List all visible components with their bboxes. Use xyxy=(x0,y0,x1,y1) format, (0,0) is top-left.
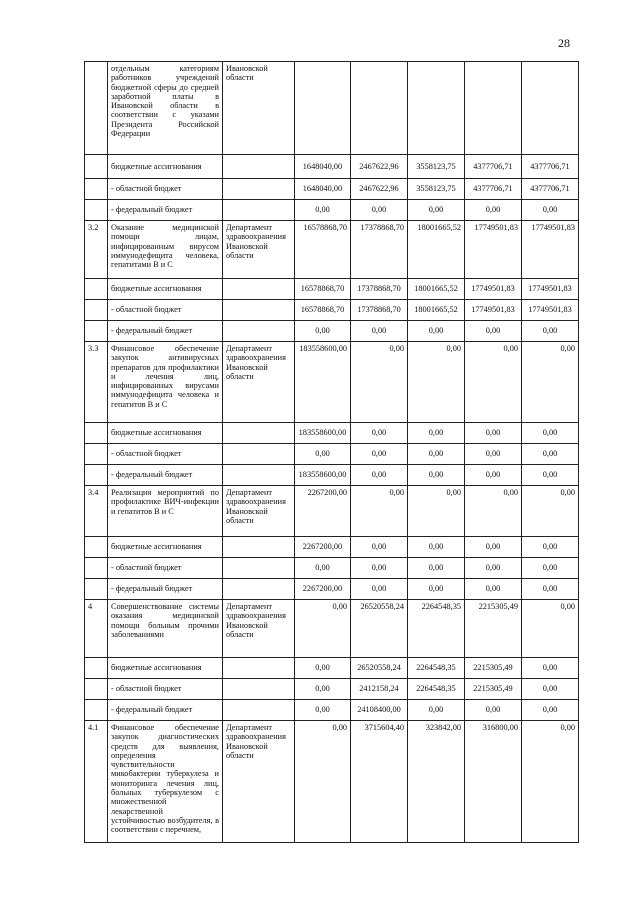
table-row xyxy=(85,486,579,537)
value-cell: 0,00 xyxy=(295,721,351,843)
value-cell xyxy=(351,62,408,155)
value-cell: 4377706,71 xyxy=(522,179,579,200)
value-cell: 0,00 xyxy=(408,537,465,558)
value-cell: 0,00 xyxy=(408,579,465,600)
value-cell: 183558600,00 xyxy=(295,423,351,444)
value-cell xyxy=(295,62,351,155)
table-row xyxy=(85,179,579,200)
value-cell: 0,00 xyxy=(408,444,465,465)
row-number: 3.4 xyxy=(85,486,108,537)
row-number: 4 xyxy=(85,600,108,658)
value-cell: 2264548,35 xyxy=(408,658,465,679)
value-cell: 17378868,70 xyxy=(351,221,408,279)
value-cell: 0,00 xyxy=(351,579,408,600)
table-row xyxy=(85,155,579,179)
value-cell: 0,00 xyxy=(522,444,579,465)
value-cell: 0,00 xyxy=(295,679,351,700)
value-cell: 17749501,83 xyxy=(465,300,522,321)
table-row xyxy=(85,465,579,486)
value-cell: 0,00 xyxy=(408,700,465,721)
row-number: 3.3 xyxy=(85,342,108,423)
value-cell: 0,00 xyxy=(408,465,465,486)
table-row xyxy=(85,537,579,558)
executor: Департамент здравоохранения Ивановской области xyxy=(223,342,295,423)
value-cell: 0,00 xyxy=(351,321,408,342)
table-row xyxy=(85,342,579,423)
row-number: 3.2 xyxy=(85,221,108,279)
value-cell: 0,00 xyxy=(522,558,579,579)
executor: Ивановской области xyxy=(223,62,295,155)
budget-table xyxy=(84,61,579,843)
value-cell: 0,00 xyxy=(522,342,579,423)
value-cell: 2267200,00 xyxy=(295,486,351,537)
value-cell: 0,00 xyxy=(295,200,351,221)
value-cell: 18001665,52 xyxy=(408,221,465,279)
value-cell: 17749501,83 xyxy=(522,279,579,300)
value-cell: 0,00 xyxy=(522,721,579,843)
value-cell: 1648040,00 xyxy=(295,179,351,200)
value-cell: 0,00 xyxy=(408,200,465,221)
value-cell: 0,00 xyxy=(465,579,522,600)
funding-source-label: - областной бюджет xyxy=(108,679,223,700)
measure-description: Совершенствование системы оказания медицинской помощи больным прочими заболеваниями xyxy=(108,600,223,658)
table-row xyxy=(85,221,579,279)
value-cell: 0,00 xyxy=(465,200,522,221)
value-cell: 0,00 xyxy=(522,321,579,342)
value-cell: 0,00 xyxy=(408,321,465,342)
value-cell: 24108400,00 xyxy=(351,700,408,721)
value-cell: 3558123,75 xyxy=(408,179,465,200)
funding-source-label: бюджетные ассигнования xyxy=(108,279,223,300)
funding-source-label: - областной бюджет xyxy=(108,179,223,200)
funding-source-label: - федеральный бюджет xyxy=(108,321,223,342)
value-cell: 4377706,71 xyxy=(465,155,522,179)
value-cell: 4377706,71 xyxy=(465,179,522,200)
table-row xyxy=(85,679,579,700)
funding-source-label: - областной бюджет xyxy=(108,558,223,579)
executor: Департамент здравоохранения Ивановской области xyxy=(223,600,295,658)
value-cell: 16578868,70 xyxy=(295,221,351,279)
value-cell: 0,00 xyxy=(522,600,579,658)
value-cell: 17749501,83 xyxy=(522,221,579,279)
value-cell: 26520558,24 xyxy=(351,600,408,658)
value-cell: 0,00 xyxy=(522,465,579,486)
table-row xyxy=(85,444,579,465)
value-cell: 17749501,83 xyxy=(522,300,579,321)
funding-source-label: бюджетные ассигнования xyxy=(108,537,223,558)
table-row xyxy=(85,300,579,321)
table-row xyxy=(85,658,579,679)
value-cell: 0,00 xyxy=(351,200,408,221)
value-cell: 0,00 xyxy=(351,537,408,558)
value-cell: 0,00 xyxy=(351,486,408,537)
value-cell: 18001665,52 xyxy=(408,300,465,321)
value-cell: 2412158,24 xyxy=(351,679,408,700)
funding-source-label: бюджетные ассигнования xyxy=(108,658,223,679)
value-cell: 0,00 xyxy=(522,579,579,600)
measure-description: Оказание медицинской помощи лицам, инфицированным вирусом иммунодефицита человека, гепатитами В и С xyxy=(108,221,223,279)
value-cell: 0,00 xyxy=(465,486,522,537)
value-cell: 17749501,83 xyxy=(465,279,522,300)
value-cell xyxy=(465,62,522,155)
value-cell xyxy=(522,62,579,155)
value-cell: 16578868,70 xyxy=(295,300,351,321)
executor: Департамент здравоохранения Ивановской области xyxy=(223,486,295,537)
value-cell: 0,00 xyxy=(522,537,579,558)
value-cell: 0,00 xyxy=(465,444,522,465)
value-cell: 2267200,00 xyxy=(295,579,351,600)
value-cell: 0,00 xyxy=(295,321,351,342)
value-cell: 0,00 xyxy=(465,465,522,486)
value-cell: 0,00 xyxy=(465,423,522,444)
value-cell: 26520558,24 xyxy=(351,658,408,679)
table-row xyxy=(85,200,579,221)
value-cell: 0,00 xyxy=(351,423,408,444)
row-number xyxy=(85,62,108,155)
table-row xyxy=(85,279,579,300)
value-cell: 1648040,00 xyxy=(295,155,351,179)
measure-description: Реализация мероприятий по профилактике ВИЧ-инфекции и гепатитов В и С xyxy=(108,486,223,537)
value-cell: 0,00 xyxy=(295,444,351,465)
funding-source-label: бюджетные ассигнования xyxy=(108,423,223,444)
value-cell: 2467622,96 xyxy=(351,155,408,179)
table-row xyxy=(85,62,579,155)
value-cell: 323842,00 xyxy=(408,721,465,843)
value-cell: 0,00 xyxy=(465,537,522,558)
value-cell: 3715604,40 xyxy=(351,721,408,843)
value-cell: 0,00 xyxy=(408,342,465,423)
value-cell: 0,00 xyxy=(522,700,579,721)
row-number: 4.1 xyxy=(85,721,108,843)
value-cell: 183558600,00 xyxy=(295,342,351,423)
funding-source-label: - федеральный бюджет xyxy=(108,200,223,221)
executor: Департамент здравоохранения Ивановской области xyxy=(223,221,295,279)
value-cell: 2215305,49 xyxy=(465,600,522,658)
table-row xyxy=(85,600,579,658)
value-cell: 0,00 xyxy=(522,486,579,537)
measure-description: отдельным категориям работников учреждений бюджетной сферы до средней заработной платы в Ивановской области в соответствии с указами Президента Российской Федерации xyxy=(108,62,223,155)
value-cell: 17378868,70 xyxy=(351,300,408,321)
value-cell: 0,00 xyxy=(295,600,351,658)
value-cell: 17749501,83 xyxy=(465,221,522,279)
funding-source-label: - областной бюджет xyxy=(108,300,223,321)
value-cell: 316800,00 xyxy=(465,721,522,843)
funding-source-label: - федеральный бюджет xyxy=(108,579,223,600)
value-cell: 0,00 xyxy=(351,465,408,486)
table-row xyxy=(85,721,579,843)
value-cell: 0,00 xyxy=(522,658,579,679)
value-cell: 0,00 xyxy=(295,700,351,721)
table-row xyxy=(85,321,579,342)
value-cell: 0,00 xyxy=(522,423,579,444)
value-cell: 18001665,52 xyxy=(408,279,465,300)
value-cell: 0,00 xyxy=(465,321,522,342)
value-cell: 0,00 xyxy=(522,679,579,700)
value-cell: 17378868,70 xyxy=(351,279,408,300)
value-cell: 0,00 xyxy=(408,486,465,537)
table-row xyxy=(85,423,579,444)
funding-source-label: - федеральный бюджет xyxy=(108,700,223,721)
value-cell: 2264548,35 xyxy=(408,679,465,700)
measure-description: Финансовое обеспечение закупок антивирусных препаратов для профилактики и лечения лиц, инфицированных вирусами иммунодефицита человека и гепатитов В и С xyxy=(108,342,223,423)
value-cell: 2215305,49 xyxy=(465,679,522,700)
value-cell: 0,00 xyxy=(465,342,522,423)
value-cell: 2467622,96 xyxy=(351,179,408,200)
table-row xyxy=(85,579,579,600)
table-row xyxy=(85,558,579,579)
value-cell: 0,00 xyxy=(295,558,351,579)
value-cell: 3558123,75 xyxy=(408,155,465,179)
value-cell: 16578868,70 xyxy=(295,279,351,300)
funding-source-label: бюджетные ассигнования xyxy=(108,155,223,179)
page-number: 28 xyxy=(558,36,570,50)
table-row xyxy=(85,700,579,721)
value-cell xyxy=(408,62,465,155)
funding-source-label: - федеральный бюджет xyxy=(108,465,223,486)
value-cell: 0,00 xyxy=(408,558,465,579)
value-cell: 0,00 xyxy=(351,444,408,465)
value-cell: 2215305,49 xyxy=(465,658,522,679)
value-cell: 0,00 xyxy=(408,423,465,444)
value-cell: 0,00 xyxy=(465,558,522,579)
value-cell: 0,00 xyxy=(465,700,522,721)
funding-source-label: - областной бюджет xyxy=(108,444,223,465)
value-cell: 0,00 xyxy=(351,342,408,423)
value-cell: 2264548,35 xyxy=(408,600,465,658)
measure-description: Финансовое обеспечение закупок диагностических средств для выявления, определения чувствительности микобактерии туберкулеза и мониторинга лечения лиц, больных туберкулезом с множественной лекарственной устойчивостью возбудителя, в соответствии с перечнем, xyxy=(108,721,223,843)
value-cell: 4377706,71 xyxy=(522,155,579,179)
value-cell: 2267200,00 xyxy=(295,537,351,558)
value-cell: 0,00 xyxy=(522,200,579,221)
value-cell: 0,00 xyxy=(351,558,408,579)
executor: Департамент здравоохранения Ивановской области xyxy=(223,721,295,843)
value-cell: 0,00 xyxy=(295,658,351,679)
value-cell: 183558600,00 xyxy=(295,465,351,486)
